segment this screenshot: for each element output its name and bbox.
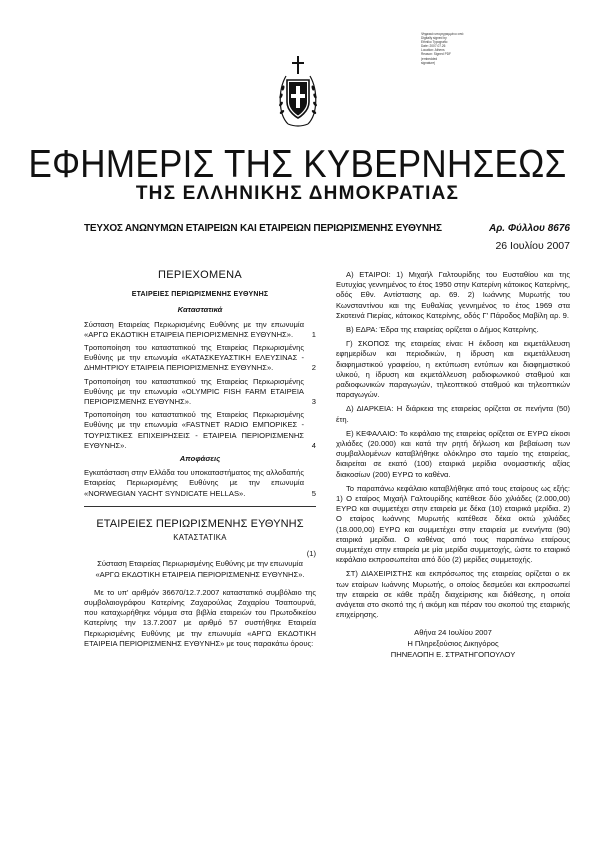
toc-section-heading: ΕΤΑΙΡΕΙΕΣ ΠΕΡΙΩΡΙΣΜΕΝΗΣ ΕΥΘΥΝΗΣ	[131, 291, 269, 299]
toc-entry[interactable]	[84, 343, 316, 374]
body-paragraph: Α) ΕΤΑΙΡΟΙ: 1) Μιχαήλ Γαλτουρίδης του Ευσταθίου και της Ευτυχίας γεννημένος το έτος 1950 στην Κατερίνη κάτοικος Κατερίνης, οδός Εθν. Αντίστασης αρ. 69. 2) Ιωάννης Μυρωτής του Κωνσταντίνου και της Ευθαλίας γεννημένος το έτος 1969 στα Σκοτεινά Πιερίας, κάτοικος Κατερίνης, οδός Γ' Πάροδος Μαβίλη αρ. 9.	[336, 270, 570, 320]
toc-entry[interactable]	[84, 320, 316, 340]
body-paragraph: Το παραπάνω κεφάλαιο καταβλήθηκε από τους εταίρους ως εξής: 1) Ο εταίρος Μιχαήλ Γαλτουρίδης κατέθεσε δύο χιλιάδες (2.000,00) ΕΥΡΩ και συμμετέχει στην εταιρεία με δέκα (10) εταιρικά μερίδια. 2) Ο εταίρος Ιωάννης Μυρωτής κατέθεσε δέκα οκτώ χιλιάδες (18.000,00) ΕΥΡΩ και συμμετέχει στην εταιρεία με ενενήντα (90) εταιρικά μερίδια. Ο καθένας από τους παραπάνω εταίρους συμμετέχει στην εταιρεία με μία μερίδα συμμετοχής, ώστε το εταιρικό κεφάλαιο εκπροσωπείται από δύο (2) μερίδες συμμετοχής.	[336, 483, 570, 565]
sheet-number: Αρ. Φύλλου 8676	[489, 223, 570, 234]
intro-paragraph: Με το υπ' αριθμόν 36670/12.7.2007 καταστατικό συμβόλαιο της συμβολαιογράφου Κατερίνης Ζαχαρούλας Ζαχαρίου Τσαπουρνά, που καταχωρήθηκε νόμιμα στα βιβλία εταιρειών του Πρωτοδικείου Κατερίνης την 13.7.2007 με αριθμό 57 συστήθηκε Εταιρεία Περιωρισμένης Ευθύνης με την επωνυμία «ΑΡΓΩ ΕΚΔΟΤΙΚΗ ΕΤΑΙΡΕΙΑ ΠΕΡΙΟΡΙΣΜΕΝΗΣ ΕΥΘΥΝΗΣ» με τους παρακάτω όρους:	[84, 587, 316, 648]
toc-entry-page: 1	[311, 329, 316, 339]
stamp-line: Ethniko Typografio	[421, 40, 448, 45]
coat-of-arms-icon	[276, 50, 320, 132]
signature-block	[336, 627, 570, 660]
toc-entry-page: 3	[311, 397, 316, 407]
toc-entry[interactable]	[84, 468, 316, 499]
item-number: (1)	[306, 549, 316, 559]
toc-subheading: Καταστατικά	[177, 305, 223, 315]
toc-entry-text: Τροποποίηση του καταστατικού της Εταιρείας Περιωρισμένης Ευθύνης με την επωνυμία «OLYMPIC FISH FARM ΕΤΑΙΡΕΙΑ ΠΕΡΙΟΡΙΣΜΕΝΗΣ ΕΥΘΥΝΗΣ».	[84, 376, 304, 407]
item-title: Σύσταση Εταιρείας Περιωρισμένης Ευθύνης με την επωνυμία «ΑΡΓΩ ΕΚΔΟΤΙΚΗ ΕΤΑΙΡΕΙΑ ΠΕΡΙΟΡΙΣΜΕΝΗΣ ΕΥΘΥΝΗΣ».	[95, 559, 305, 579]
right-column	[336, 270, 570, 660]
signature-name: ΠΗΝΕΛΟΠΗ Ε. ΣΤΡΑΤΗΓΟΠΟΥΛΟΥ	[390, 649, 516, 659]
toc-entry-page: 5	[311, 488, 316, 498]
masthead-title: ΕΦΗΜΕΡΙΣ ΤΗΣ ΚΥΒΕΡΝΗΣΕΩΣ	[28, 143, 567, 186]
masthead-subtitle: ΤΗΣ ΕΛΛΗΝΙΚΗΣ ΔΗΜΟΚΡΑΤΙΑΣ	[135, 183, 460, 204]
stamp-line: Digitally signed by	[421, 36, 447, 41]
toc-entry-text: Εγκατάσταση στην Ελλάδα του υποκαταστήματος της αλλοδαπής Εταιρείας Περιωρισμένης Ευθύνης με την επωνυμία «NORWEGIAN YACHT SYNDICATE HELLAS».	[84, 468, 304, 498]
body-paragraph: Γ) ΣΚΟΠΟΣ της εταιρείας είναι: Η έκδοση και εκμετάλλευση εφημερίδων και περιοδικών, η ίδρυση και εκμετάλλευση διαφημιστικού γραφείου, η εκτύπωση εντύπων και διαφημιστικού υλικού, η ίδρυση και εκμετάλλευση ραδιοφωνικού σταθμού και ραδιοφωνικών παραγωγών, τηλεοπτικού σταθμού και τηλεοπτικών παραγωγών.	[336, 339, 570, 400]
toc-entry-text: Τροποποίηση του καταστατικού της Εταιρείας Περιωρισμένης Ευθύνης με την επωνυμία «ΚΑΤΑΣΚΕΥΑΣΤΙΚΗ ΕΛΕΥΣΙΝΑΣ - ΔΗΜΗΤΡΙΟΥ ΕΤΑΙΡΕΙΑ ΠΕΡΙΟΡΙΣΜΕΝΗΣ ΕΥΘΥΝΗΣ».	[84, 343, 304, 373]
toc-entry-text: Τροποποίηση του καταστατικού της Εταιρείας Περιωρισμένης Ευθύνης με την επωνυμία «FASTNET RADIO ΕΜΠΟΡΙΚΕΣ - ΤΟΥΡΙΣΤΙΚΕΣ ΕΠΙΧΕΙΡΗΣΕΙΣ - ΕΤΑΙΡΕΙΑ ΠΕΡΙΟΡΙΣΜΕΝΗΣ ΕΥΘΥΝΗΣ».	[84, 410, 304, 450]
toc-entry-page: 4	[311, 440, 316, 450]
stamp-line: signature)	[421, 60, 436, 65]
signature-date: Αθήνα 24 Ιουλίου 2007	[414, 627, 492, 637]
signature-role: Η Πληρεξούσιος Δικηγόρος	[407, 638, 499, 648]
stamp-line: Reason: Signed PDF	[421, 52, 451, 57]
digital-signature-stamp	[421, 32, 481, 65]
stamp-line: (embedded	[421, 56, 438, 61]
stamp-line: Location: Athens	[421, 48, 445, 53]
stamp-line: Ψηφιακά υπογεγραμμένο από	[421, 32, 464, 36]
stamp-line: Date: 2007.07.26	[421, 44, 446, 49]
issue-date: 26 Ιουλίου 2007	[495, 240, 570, 252]
issue-series: ΤΕΥΧΟΣ ΑΝΩΝΥΜΩΝ ΕΤΑΙΡΕΙΩΝ ΚΑΙ ΕΤΑΙΡΕΙΩΝ ΠΕΡΙΩΡΙΣΜΕΝΗΣ ΕΥΘΥΝΗΣ	[84, 223, 442, 234]
toc-entry-page: 2	[311, 363, 316, 373]
toc-entry-text: Σύσταση Εταιρείας Περιωρισμένης Ευθύνης με την επωνυμία «ΑΡΓΩ ΕΚΔΟΤΙΚΗ ΕΤΑΙΡΕΙΑ ΠΕΡΙΟΡΙΣΜΕΝΗΣ ΕΥΘΥΝΗΣ».	[84, 319, 304, 339]
section-heading: ΕΤΑΙΡΕΙΕΣ ΠΕΡΙΩΡΙΣΜΕΝΗΣ ΕΥΘΥΝΗΣ	[96, 517, 304, 530]
toc-entry[interactable]	[84, 410, 316, 451]
body-paragraph: ΣΤ) ΔΙΑΧΕΙΡΙΣΤΗΣ και εκπρόσωπος της εταιρείας ορίζεται ο εκ των εταίρων Ιωάννης Μυρωτής, ο οποίος δεσμεύει και εκπροσωπεί την εταιρεία σε κάθε πράξη διαχείρισης και διάθεσης, η οποία ανάγεται στο σκοπό της ή ακόμη και πέραν του σκοπού της εταιρικής επιχείρησης.	[336, 569, 570, 620]
toc-entry[interactable]	[84, 377, 316, 408]
toc-subheading: Αποφάσεις	[179, 454, 221, 464]
body-paragraph: Ε) ΚΕΦΑΛΑΙΟ: Το κεφάλαιο της εταιρείας ορίζεται σε ΕΥΡΩ είκοσι χιλιάδες (20.000) και κατά την ρητή δήλωση και βεβαίωση των συμβαλλομένων καταβλήθηκε ολόκληρο στο ταμείο της εταιρείας, διαιρείται σε εκατό (100) εταιρικά μερίδια ονομαστικής αξίας διακοσίων (200) ΕΥΡΩ το καθένα.	[336, 428, 570, 479]
divider	[84, 506, 316, 507]
body-paragraph: Δ) ΔΙΑΡΚΕΙΑ: Η διάρκεια της εταιρείας ορίζεται σε πενήντα (50) έτη.	[336, 404, 570, 424]
toc-title: ΠΕΡΙΕΧΟΜΕΝΑ	[158, 269, 242, 281]
body-paragraph: Β) ΕΔΡΑ: Έδρα της εταιρείας ορίζεται ο Δήμος Κατερίνης.	[346, 325, 539, 335]
section-subheading: ΚΑΤΑΣΤΑΤΙΚΑ	[173, 533, 227, 543]
left-column	[84, 270, 316, 653]
